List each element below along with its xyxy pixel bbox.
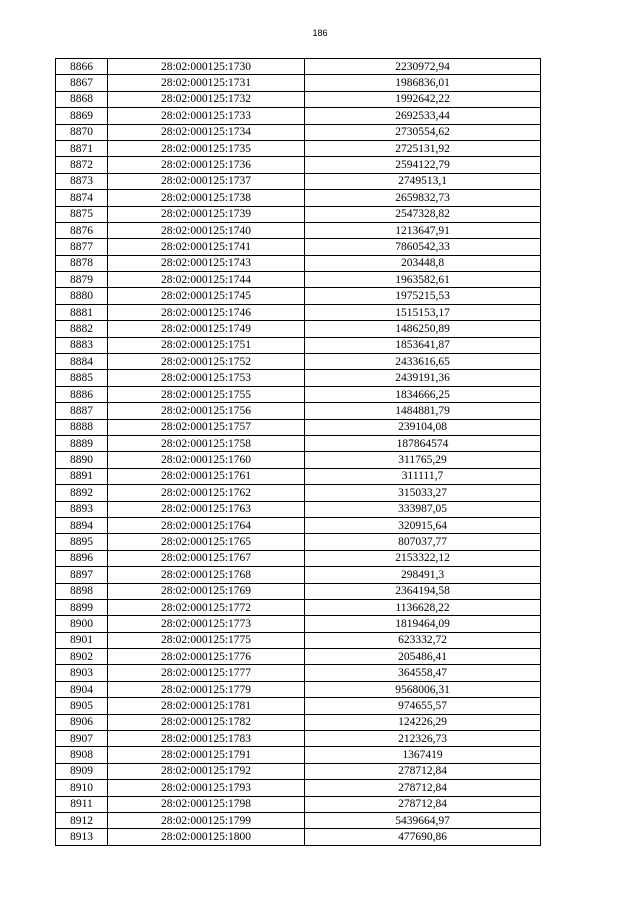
cadastral-number-cell: 28:02:000125:1756: [108, 403, 305, 419]
table-row: [56, 763, 541, 779]
row-number-cell: 8877: [56, 239, 108, 255]
row-number-cell: 8905: [56, 698, 108, 714]
table-row: [56, 190, 541, 206]
cadastral-number-cell: 28:02:000125:1779: [108, 681, 305, 697]
cadastral-value-cell: 2749513,1: [305, 173, 541, 189]
table-row: [56, 304, 541, 320]
row-number-cell: 8910: [56, 780, 108, 796]
cadastral-value-cell: 311765,29: [305, 452, 541, 468]
row-number-cell: 8897: [56, 567, 108, 583]
row-number-cell: 8909: [56, 763, 108, 779]
row-number-cell: 8895: [56, 534, 108, 550]
table-row: [56, 452, 541, 468]
row-number-cell: 8899: [56, 599, 108, 615]
table-row: [56, 272, 541, 288]
cadastral-number-cell: 28:02:000125:1799: [108, 812, 305, 828]
cadastral-number-cell: 28:02:000125:1751: [108, 337, 305, 353]
table-row: [56, 403, 541, 419]
table-row: [56, 140, 541, 156]
cadastral-value-table: [55, 58, 541, 846]
cadastral-number-cell: 28:02:000125:1781: [108, 698, 305, 714]
table-row: [56, 108, 541, 124]
row-number-cell: 8896: [56, 550, 108, 566]
table-row: [56, 354, 541, 370]
row-number-cell: 8888: [56, 419, 108, 435]
row-number-cell: 8868: [56, 91, 108, 107]
row-number-cell: 8876: [56, 222, 108, 238]
table-row: [56, 59, 541, 75]
cadastral-number-cell: 28:02:000125:1792: [108, 763, 305, 779]
row-number-cell: 8883: [56, 337, 108, 353]
row-number-cell: 8907: [56, 731, 108, 747]
cadastral-value-cell: 364558,47: [305, 665, 541, 681]
cadastral-number-cell: 28:02:000125:1738: [108, 190, 305, 206]
table-row: [56, 517, 541, 533]
table-row: [56, 812, 541, 828]
cadastral-number-cell: 28:02:000125:1763: [108, 501, 305, 517]
row-number-cell: 8875: [56, 206, 108, 222]
cadastral-value-cell: 2730554,62: [305, 124, 541, 140]
cadastral-number-cell: 28:02:000125:1749: [108, 321, 305, 337]
row-number-cell: 8881: [56, 304, 108, 320]
cadastral-value-cell: 1367419: [305, 747, 541, 763]
table-row: [56, 239, 541, 255]
table-row: [56, 747, 541, 763]
row-number-cell: 8887: [56, 403, 108, 419]
table-row: [56, 534, 541, 550]
cadastral-number-cell: 28:02:000125:1769: [108, 583, 305, 599]
cadastral-number-cell: 28:02:000125:1777: [108, 665, 305, 681]
cadastral-value-cell: 1963582,61: [305, 272, 541, 288]
cadastral-value-cell: 1992642,22: [305, 91, 541, 107]
table-row: [56, 124, 541, 140]
cadastral-value-cell: 1853641,87: [305, 337, 541, 353]
cadastral-value-cell: 124226,29: [305, 714, 541, 730]
table-row: [56, 91, 541, 107]
row-number-cell: 8880: [56, 288, 108, 304]
table-row: [56, 698, 541, 714]
row-number-cell: 8889: [56, 435, 108, 451]
cadastral-value-cell: 1819464,09: [305, 616, 541, 632]
cadastral-number-cell: 28:02:000125:1730: [108, 59, 305, 75]
cadastral-number-cell: 28:02:000125:1732: [108, 91, 305, 107]
cadastral-number-cell: 28:02:000125:1736: [108, 157, 305, 173]
cadastral-value-cell: 2547328,82: [305, 206, 541, 222]
table-row: [56, 714, 541, 730]
table-row: [56, 649, 541, 665]
cadastral-value-cell: 1486250,89: [305, 321, 541, 337]
cadastral-number-cell: 28:02:000125:1733: [108, 108, 305, 124]
cadastral-number-cell: 28:02:000125:1782: [108, 714, 305, 730]
cadastral-value-cell: 298491,3: [305, 567, 541, 583]
table-row: [56, 255, 541, 271]
cadastral-number-cell: 28:02:000125:1758: [108, 435, 305, 451]
cadastral-number-cell: 28:02:000125:1753: [108, 370, 305, 386]
cadastral-value-cell: 974655,57: [305, 698, 541, 714]
cadastral-value-cell: 2153322,12: [305, 550, 541, 566]
cadastral-value-cell: 278712,84: [305, 796, 541, 812]
table-row: [56, 370, 541, 386]
row-number-cell: 8866: [56, 59, 108, 75]
table-row: [56, 681, 541, 697]
cadastral-value-cell: 623332,72: [305, 632, 541, 648]
cadastral-value-cell: 477690,86: [305, 829, 541, 845]
cadastral-number-cell: 28:02:000125:1734: [108, 124, 305, 140]
row-number-cell: 8898: [56, 583, 108, 599]
row-number-cell: 8890: [56, 452, 108, 468]
cadastral-value-cell: 239104,08: [305, 419, 541, 435]
cadastral-number-cell: 28:02:000125:1739: [108, 206, 305, 222]
cadastral-value-cell: 2364194,58: [305, 583, 541, 599]
cadastral-number-cell: 28:02:000125:1767: [108, 550, 305, 566]
cadastral-number-cell: 28:02:000125:1761: [108, 468, 305, 484]
table-row: [56, 780, 541, 796]
row-number-cell: 8891: [56, 468, 108, 484]
row-number-cell: 8901: [56, 632, 108, 648]
cadastral-number-cell: 28:02:000125:1746: [108, 304, 305, 320]
cadastral-number-cell: 28:02:000125:1765: [108, 534, 305, 550]
cadastral-number-cell: 28:02:000125:1744: [108, 272, 305, 288]
table-row: [56, 222, 541, 238]
table-row: [56, 173, 541, 189]
table-row: [56, 206, 541, 222]
row-number-cell: 8885: [56, 370, 108, 386]
cadastral-number-cell: 28:02:000125:1752: [108, 354, 305, 370]
table-row: [56, 75, 541, 91]
cadastral-number-cell: 28:02:000125:1731: [108, 75, 305, 91]
table-row: [56, 288, 541, 304]
table-row: [56, 501, 541, 517]
cadastral-value-cell: 2692533,44: [305, 108, 541, 124]
row-number-cell: 8871: [56, 140, 108, 156]
cadastral-value-cell: 203448,8: [305, 255, 541, 271]
table-row: [56, 386, 541, 402]
cadastral-number-cell: 28:02:000125:1772: [108, 599, 305, 615]
cadastral-value-cell: 1986836,01: [305, 75, 541, 91]
cadastral-number-cell: 28:02:000125:1757: [108, 419, 305, 435]
table-row: [56, 616, 541, 632]
table-row: [56, 157, 541, 173]
cadastral-number-cell: 28:02:000125:1745: [108, 288, 305, 304]
row-number-cell: 8872: [56, 157, 108, 173]
cadastral-number-cell: 28:02:000125:1791: [108, 747, 305, 763]
cadastral-number-cell: 28:02:000125:1735: [108, 140, 305, 156]
row-number-cell: 8874: [56, 190, 108, 206]
cadastral-number-cell: 28:02:000125:1800: [108, 829, 305, 845]
table-row: [56, 567, 541, 583]
table-row: [56, 796, 541, 812]
row-number-cell: 8902: [56, 649, 108, 665]
cadastral-value-cell: 5439664,97: [305, 812, 541, 828]
cadastral-value-cell: 333987,05: [305, 501, 541, 517]
cadastral-value-cell: 311111,7: [305, 468, 541, 484]
table-body: [56, 59, 541, 846]
row-number-cell: 8913: [56, 829, 108, 845]
cadastral-number-cell: 28:02:000125:1760: [108, 452, 305, 468]
row-number-cell: 8906: [56, 714, 108, 730]
cadastral-value-cell: 7860542,33: [305, 239, 541, 255]
table-row: [56, 583, 541, 599]
cadastral-value-cell: 187864574: [305, 435, 541, 451]
row-number-cell: 8869: [56, 108, 108, 124]
page-number: 186: [312, 28, 328, 38]
row-number-cell: 8867: [56, 75, 108, 91]
cadastral-value-cell: 2594122,79: [305, 157, 541, 173]
cadastral-value-cell: 1213647,91: [305, 222, 541, 238]
cadastral-value-cell: 278712,84: [305, 763, 541, 779]
row-number-cell: 8878: [56, 255, 108, 271]
table-row: [56, 337, 541, 353]
row-number-cell: 8903: [56, 665, 108, 681]
table-row: [56, 665, 541, 681]
row-number-cell: 8882: [56, 321, 108, 337]
cadastral-value-cell: 9568006,31: [305, 681, 541, 697]
row-number-cell: 8908: [56, 747, 108, 763]
cadastral-value-cell: 1515153,17: [305, 304, 541, 320]
cadastral-number-cell: 28:02:000125:1755: [108, 386, 305, 402]
table-row: [56, 468, 541, 484]
row-number-cell: 8900: [56, 616, 108, 632]
row-number-cell: 8893: [56, 501, 108, 517]
cadastral-value-cell: 320915,64: [305, 517, 541, 533]
row-number-cell: 8879: [56, 272, 108, 288]
cadastral-number-cell: 28:02:000125:1741: [108, 239, 305, 255]
cadastral-value-cell: 205486,41: [305, 649, 541, 665]
row-number-cell: 8911: [56, 796, 108, 812]
cadastral-number-cell: 28:02:000125:1743: [108, 255, 305, 271]
table-row: [56, 419, 541, 435]
cadastral-number-cell: 28:02:000125:1737: [108, 173, 305, 189]
cadastral-number-cell: 28:02:000125:1762: [108, 485, 305, 501]
cadastral-number-cell: 28:02:000125:1776: [108, 649, 305, 665]
table-row: [56, 829, 541, 845]
row-number-cell: 8870: [56, 124, 108, 140]
row-number-cell: 8894: [56, 517, 108, 533]
row-number-cell: 8886: [56, 386, 108, 402]
cadastral-value-cell: 1136628,22: [305, 599, 541, 615]
row-number-cell: 8884: [56, 354, 108, 370]
cadastral-value-cell: 807037,77: [305, 534, 541, 550]
cadastral-value-cell: 2230972,94: [305, 59, 541, 75]
cadastral-number-cell: 28:02:000125:1798: [108, 796, 305, 812]
cadastral-value-cell: 212326,73: [305, 731, 541, 747]
cadastral-value-cell: 1834666,25: [305, 386, 541, 402]
cadastral-value-cell: 315033,27: [305, 485, 541, 501]
cadastral-number-cell: 28:02:000125:1773: [108, 616, 305, 632]
table-row: [56, 321, 541, 337]
cadastral-number-cell: 28:02:000125:1764: [108, 517, 305, 533]
cadastral-number-cell: 28:02:000125:1775: [108, 632, 305, 648]
cadastral-value-cell: 1975215,53: [305, 288, 541, 304]
table-row: [56, 485, 541, 501]
cadastral-value-cell: 1484881,79: [305, 403, 541, 419]
table-row: [56, 435, 541, 451]
table-row: [56, 599, 541, 615]
cadastral-value-cell: 278712,84: [305, 780, 541, 796]
cadastral-number-cell: 28:02:000125:1768: [108, 567, 305, 583]
cadastral-number-cell: 28:02:000125:1740: [108, 222, 305, 238]
cadastral-number-cell: 28:02:000125:1783: [108, 731, 305, 747]
cadastral-value-cell: 2433616,65: [305, 354, 541, 370]
cadastral-value-cell: 2725131,92: [305, 140, 541, 156]
table-row: [56, 550, 541, 566]
row-number-cell: 8873: [56, 173, 108, 189]
row-number-cell: 8904: [56, 681, 108, 697]
row-number-cell: 8912: [56, 812, 108, 828]
table-row: [56, 731, 541, 747]
cadastral-value-cell: 2439191,36: [305, 370, 541, 386]
row-number-cell: 8892: [56, 485, 108, 501]
cadastral-number-cell: 28:02:000125:1793: [108, 780, 305, 796]
cadastral-value-cell: 2659832,73: [305, 190, 541, 206]
table-row: [56, 632, 541, 648]
